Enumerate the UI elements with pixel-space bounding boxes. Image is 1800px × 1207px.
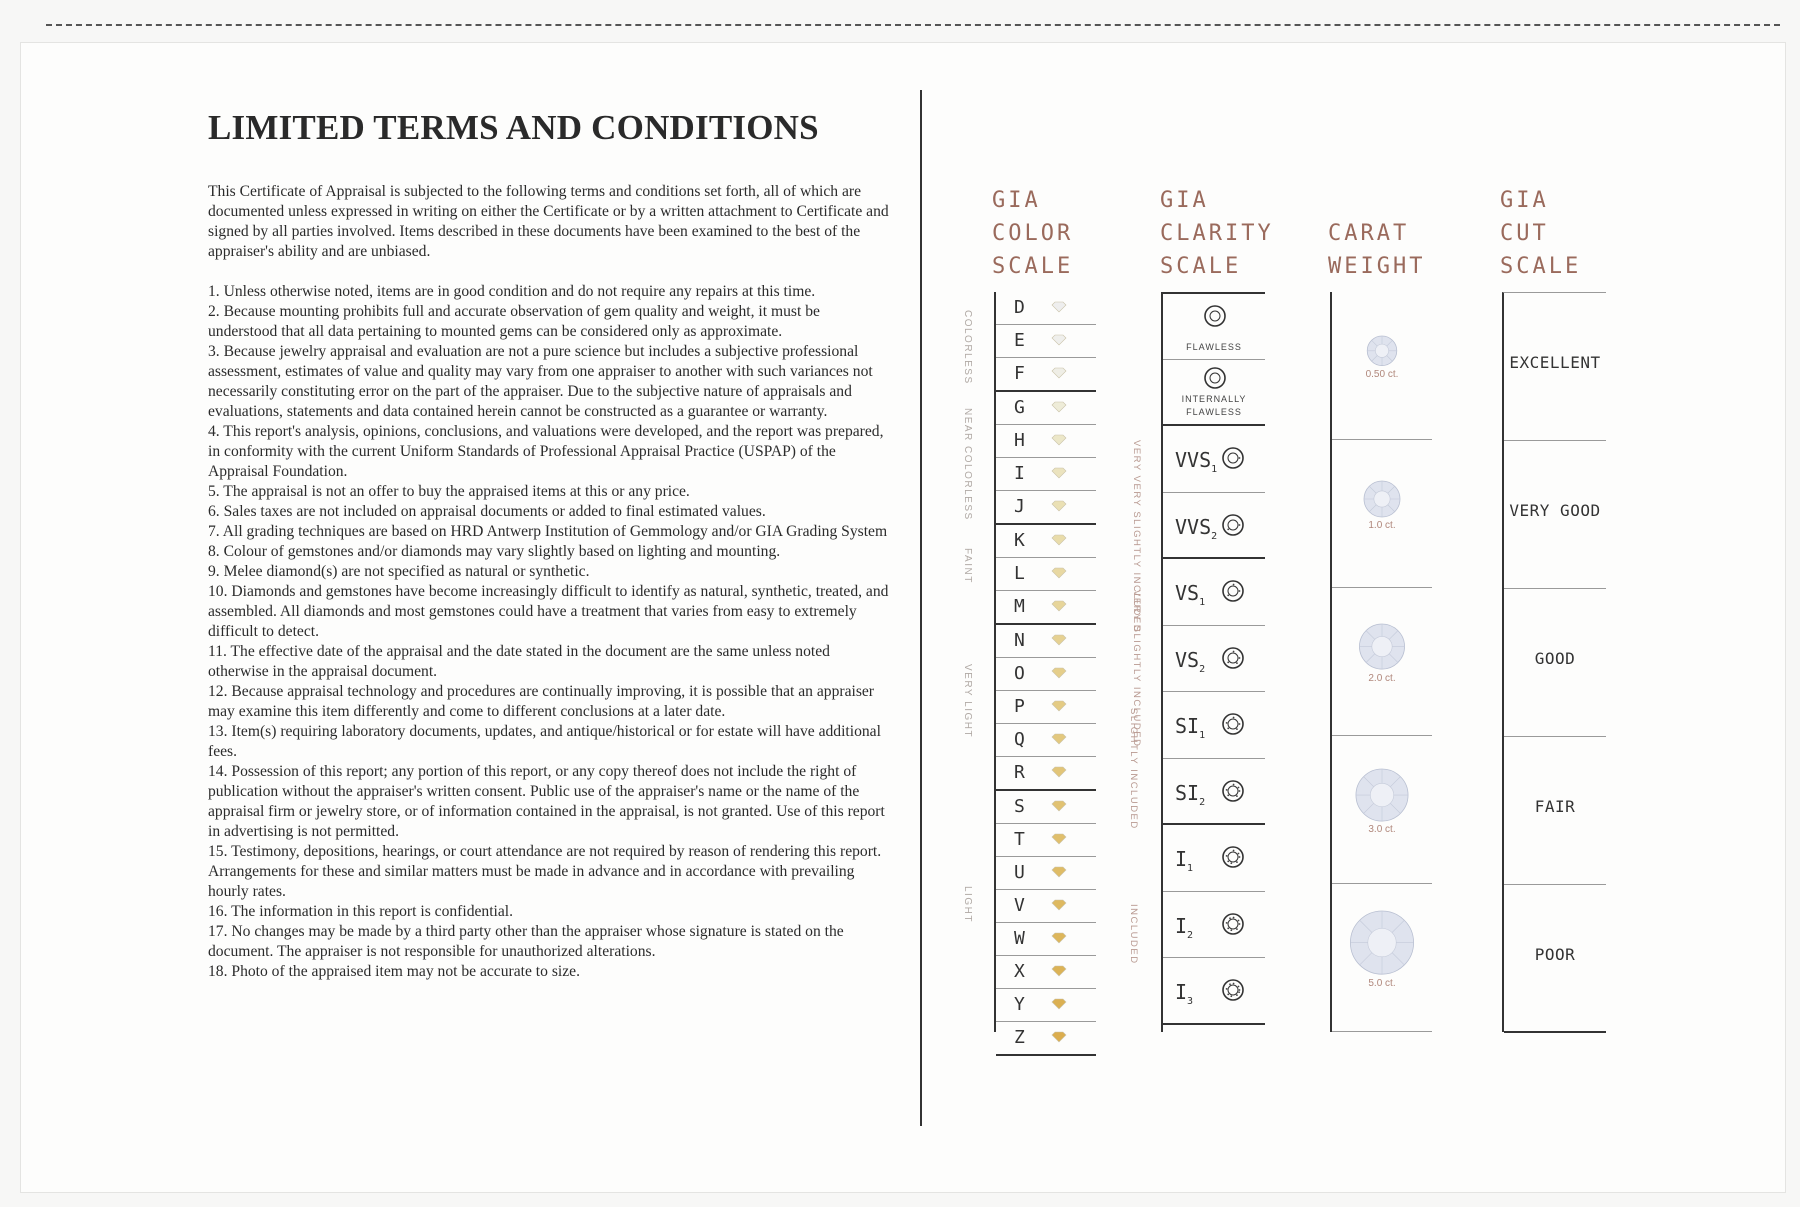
term-item: 18. Photo of the appraised item may not be accurate to size. <box>208 963 580 980</box>
diamond-inclusion-icon <box>1221 845 1245 869</box>
color-row-e <box>996 325 1096 358</box>
carat-row <box>1332 292 1432 440</box>
diamond-color-icon <box>1051 434 1067 446</box>
term-item: 14. Possession of this report; any portion of this report, or any copy thereof does not include the right of publication without the appraiser's written consent. Public use of the appraiser's name or the name of the appraisal firm or jewelry store, or of information contained in the appraisal, is not granted. Use of this report in advertising is not permitted. <box>208 763 885 840</box>
terms-list <box>208 282 890 982</box>
carat-weight-table <box>1330 292 1432 1032</box>
color-row-g <box>996 392 1096 425</box>
cut-row <box>1504 737 1606 885</box>
term-item: 17. No changes may be made by a third party other than the appraiser whose signature is stated on the document. The appraiser is not responsible for unauthorized alterations. <box>208 923 844 960</box>
color-grade: K <box>1014 530 1025 551</box>
carat-row <box>1332 736 1432 884</box>
color-group-label: FAINT <box>962 548 973 584</box>
diamond-size-icon <box>1363 480 1401 518</box>
clarity-grade: $VVS_2$ <box>1175 514 1218 542</box>
carat-row <box>1332 884 1432 1032</box>
carat-row <box>1332 588 1432 736</box>
flawless-label: FLAWLESS <box>1186 342 1242 352</box>
color-row-l <box>996 558 1096 591</box>
color-row-r <box>996 757 1096 791</box>
color-row-i <box>996 458 1096 491</box>
color-grade: X <box>1014 961 1025 982</box>
diamond-inclusion-icon <box>1221 446 1245 470</box>
color-grade: Y <box>1014 994 1025 1015</box>
diamond-color-icon <box>1051 866 1067 878</box>
term-item: 8. Colour of gemstones and/or diamonds may vary slightly based on lighting and mounting. <box>208 543 781 560</box>
color-grade: U <box>1014 862 1025 883</box>
diamond-inclusion-icon <box>1221 712 1245 736</box>
color-grade: F <box>1014 363 1025 384</box>
diamond-color-icon <box>1051 367 1067 379</box>
cut-grade: GOOD <box>1534 649 1576 668</box>
clarity-group-label: SLIGHTLY INCLUDED <box>1128 708 1139 830</box>
diamond-color-icon <box>1051 667 1067 679</box>
diamond-inclusion-icon <box>1221 579 1245 603</box>
color-row-z <box>996 1022 1096 1056</box>
clarity-row <box>1163 759 1265 826</box>
color-row-f <box>996 358 1096 392</box>
color-grade: P <box>1014 696 1025 717</box>
diamond-color-icon <box>1051 567 1067 579</box>
color-group-label: NEAR COLORLESS <box>962 408 973 521</box>
color-grade: E <box>1014 330 1025 351</box>
color-row-h <box>996 425 1096 458</box>
color-grade: S <box>1014 796 1025 817</box>
section-divider <box>920 90 922 1126</box>
diamond-inclusion-icon <box>1221 513 1245 537</box>
clarity-row <box>1163 493 1265 560</box>
color-grade: I <box>1014 463 1025 484</box>
cut-row <box>1504 441 1606 589</box>
carat-label: 1.0 ct. <box>1368 520 1396 531</box>
clarity-scale-title: GIA CLARITY SCALE <box>1160 188 1274 279</box>
diamond-color-icon <box>1051 800 1067 812</box>
color-row-u <box>996 857 1096 890</box>
clarity-row <box>1163 692 1265 759</box>
clarity-grade: $SI_1$ <box>1175 714 1206 741</box>
diamond-color-icon <box>1051 899 1067 911</box>
color-scale-table <box>994 292 1096 1048</box>
color-grade: T <box>1014 829 1025 850</box>
clarity-grade: $VS_2$ <box>1175 647 1206 675</box>
cut-scale-table <box>1502 292 1606 1032</box>
diamond-color-icon <box>1051 998 1067 1010</box>
flawless-label: FLAWLESS <box>1186 407 1242 417</box>
color-grade: V <box>1014 895 1025 916</box>
color-grade: N <box>1014 630 1025 651</box>
term-item: 16. The information in this report is confidential. <box>208 903 514 920</box>
color-grade: L <box>1014 563 1025 584</box>
term-item: 9. Melee diamond(s) are not specified as natural or synthetic. <box>208 563 590 580</box>
term-item: 3. Because jewelry appraisal and evaluation are not a pure science but includes a subjective professional assessment, estimates of value and quality may vary from one appraiser to another with such variances not necessarily constituting error on the part of the appraiser. Due to the subjective nature of appraisals and evaluations, statements and data contained herein cannot be constructed as a guarantee or warranty. <box>208 343 873 420</box>
color-grade: M <box>1014 596 1025 617</box>
color-row-p <box>996 691 1096 724</box>
carat-label: 3.0 ct. <box>1368 824 1396 836</box>
color-grade: Z <box>1014 1027 1025 1048</box>
clarity-grade: $I_3$ <box>1175 980 1194 1007</box>
color-row-j <box>996 491 1096 525</box>
diamond-color-icon <box>1051 500 1067 512</box>
clarity-group-label: VERY VERY SLIGHTLY INCLUDED <box>1131 440 1142 634</box>
cut-row <box>1504 885 1606 1033</box>
color-row-n <box>996 625 1096 658</box>
term-item: 12. Because appraisal technology and procedures are continually improving, it is possible that an appraiser may examine this item differently and come to different conclusions at a later date. <box>208 683 875 720</box>
color-row-m <box>996 591 1096 625</box>
clarity-group-label: VERY SLIGHTLY INCLUDED <box>1131 590 1142 748</box>
diamond-color-icon <box>1051 965 1067 977</box>
clarity-row <box>1163 958 1265 1025</box>
clarity-scale-table <box>1161 292 1265 1032</box>
carat-weight-title: CARAT WEIGHT <box>1328 221 1426 279</box>
term-item: 6. Sales taxes are not included on appraisal documents or added to final estimated values. <box>208 503 766 520</box>
carat-label: 5.0 ct. <box>1368 977 1396 989</box>
clarity-grade: $VVS_1$ <box>1175 448 1218 475</box>
color-grade: J <box>1014 496 1025 517</box>
color-row-t <box>996 824 1096 857</box>
term-item: 4. This report's analysis, opinions, conclusions, and valuations were developed, and the report was prepared, in conformity with the current Uniform Standards of Professional Appraisal Practice (USPAP) of the Appraisal Foundation. <box>208 423 884 480</box>
diamond-size-icon <box>1355 768 1409 822</box>
color-grade: Q <box>1014 729 1025 750</box>
clarity-grade: $VS_1$ <box>1175 581 1206 608</box>
diamond-inclusion-icon <box>1221 978 1245 1002</box>
color-row-s <box>996 791 1096 824</box>
diamond-color-icon <box>1051 733 1067 745</box>
diamond-size-icon <box>1366 335 1398 367</box>
diamond-color-icon <box>1051 766 1067 778</box>
color-group-label: LIGHT <box>962 886 973 923</box>
clarity-grade: $SI_2$ <box>1175 780 1206 808</box>
clarity-group-label: INCLUDED <box>1128 904 1139 965</box>
carat-label: 2.0 ct. <box>1368 672 1396 684</box>
clarity-row <box>1163 626 1265 693</box>
color-grade: R <box>1014 762 1025 783</box>
clarity-row-flawless <box>1163 294 1265 360</box>
cut-line <box>46 24 1780 26</box>
cut-grade: EXCELLENT <box>1509 353 1601 372</box>
diamond-color-icon <box>1051 301 1067 313</box>
cut-grade: FAIR <box>1534 797 1576 816</box>
diamond-color-icon <box>1051 932 1067 944</box>
cut-row <box>1504 293 1606 441</box>
color-row-q <box>996 724 1096 757</box>
term-item: 7. All grading techniques are based on HRD Antwerp Institution of Gemmology and/or GIA Grading System <box>208 523 888 540</box>
diamond-color-icon <box>1051 467 1067 479</box>
cut-grade: POOR <box>1534 945 1576 964</box>
color-grade: W <box>1014 928 1025 949</box>
term-item: 13. Item(s) requiring laboratory documents, updates, and antique/historical or for estate will have additional fees. <box>208 723 881 760</box>
color-row-w <box>996 923 1096 956</box>
color-row-v <box>996 890 1096 923</box>
clarity-row <box>1163 892 1265 959</box>
color-grade: O <box>1014 663 1025 684</box>
diamond-color-icon <box>1051 700 1067 712</box>
terms-title: LIMITED TERMS AND CONDITIONS <box>208 108 819 147</box>
diamond-inclusion-icon <box>1221 912 1245 936</box>
diamond-color-icon <box>1051 833 1067 845</box>
color-scale-title: GIA COLOR SCALE <box>992 188 1074 279</box>
color-row-d <box>996 292 1096 325</box>
diamond-size-icon <box>1358 623 1405 670</box>
color-grade: D <box>1014 297 1025 318</box>
clarity-row <box>1163 426 1265 493</box>
diamond-inclusion-icon <box>1221 646 1245 670</box>
diamond-color-icon <box>1051 634 1067 646</box>
color-row-x <box>996 956 1096 989</box>
term-item: 10. Diamonds and gemstones have become increasingly difficult to identify as natural, synthetic, treated, and assembled. All diamonds and most gemstones could have a treatment that varies from easy to extremely difficult to detect. <box>208 583 889 640</box>
diamond-color-icon <box>1051 334 1067 346</box>
color-row-y <box>996 989 1096 1022</box>
clarity-row-internally-flawless <box>1163 360 1265 426</box>
term-item: 5. The appraisal is not an offer to buy the appraised items at this or any price. <box>208 483 690 500</box>
cut-scale-title: GIA CUT SCALE <box>1500 188 1582 279</box>
diamond-size-icon <box>1349 910 1414 975</box>
cut-row <box>1504 589 1606 737</box>
term-item: 2. Because mounting prohibits full and accurate observation of gem quality and weight, it must be understood that all data pertaining to mounted gems can be considered only as approximate. <box>208 303 820 340</box>
color-group-label: COLORLESS <box>962 310 973 385</box>
carat-row <box>1332 440 1432 588</box>
internally-label: INTERNALLY <box>1181 394 1247 404</box>
clarity-grade: $I_1$ <box>1175 847 1194 874</box>
diamond-color-icon <box>1051 534 1067 546</box>
clarity-row <box>1163 825 1265 892</box>
diamond-top-icon <box>1203 304 1227 328</box>
diamond-color-icon <box>1051 1031 1067 1043</box>
terms-intro: This Certificate of Appraisal is subjected to the following terms and conditions set forth, all of which are documented unless expressed in writing on either the Certificate or by a written attachment to Certificate and signed by all parties involved. Items described in these documents have been examined to the best of the appraiser's ability and are unbiased. <box>208 183 889 260</box>
cut-grade: VERY GOOD <box>1509 501 1601 520</box>
diamond-inclusion-icon <box>1221 779 1245 803</box>
term-item: 1. Unless otherwise noted, items are in good condition and do not require any repairs at this time. <box>208 283 816 300</box>
color-grade: G <box>1014 397 1025 418</box>
color-row-o <box>996 658 1096 691</box>
diamond-top-icon <box>1203 366 1227 390</box>
term-item: 11. The effective date of the appraisal and the date stated in the document are the same unless noted otherwise in the appraisal document. <box>208 643 830 680</box>
terms-section <box>208 108 890 982</box>
color-group-label: VERY LIGHT <box>962 664 973 739</box>
clarity-grade: $I_2$ <box>1175 913 1194 941</box>
clarity-row <box>1163 559 1265 626</box>
carat-label: 0.50 ct. <box>1365 368 1399 380</box>
diamond-color-icon <box>1051 401 1067 413</box>
color-grade: H <box>1014 430 1025 451</box>
diamond-color-icon <box>1051 600 1067 612</box>
color-row-k <box>996 525 1096 558</box>
term-item: 15. Testimony, depositions, hearings, or court attendance are not required by reason of rendering this report. Arrangements for these and similar matters must be made in advance and in accordance with prevailing hourly rates. <box>208 843 882 900</box>
